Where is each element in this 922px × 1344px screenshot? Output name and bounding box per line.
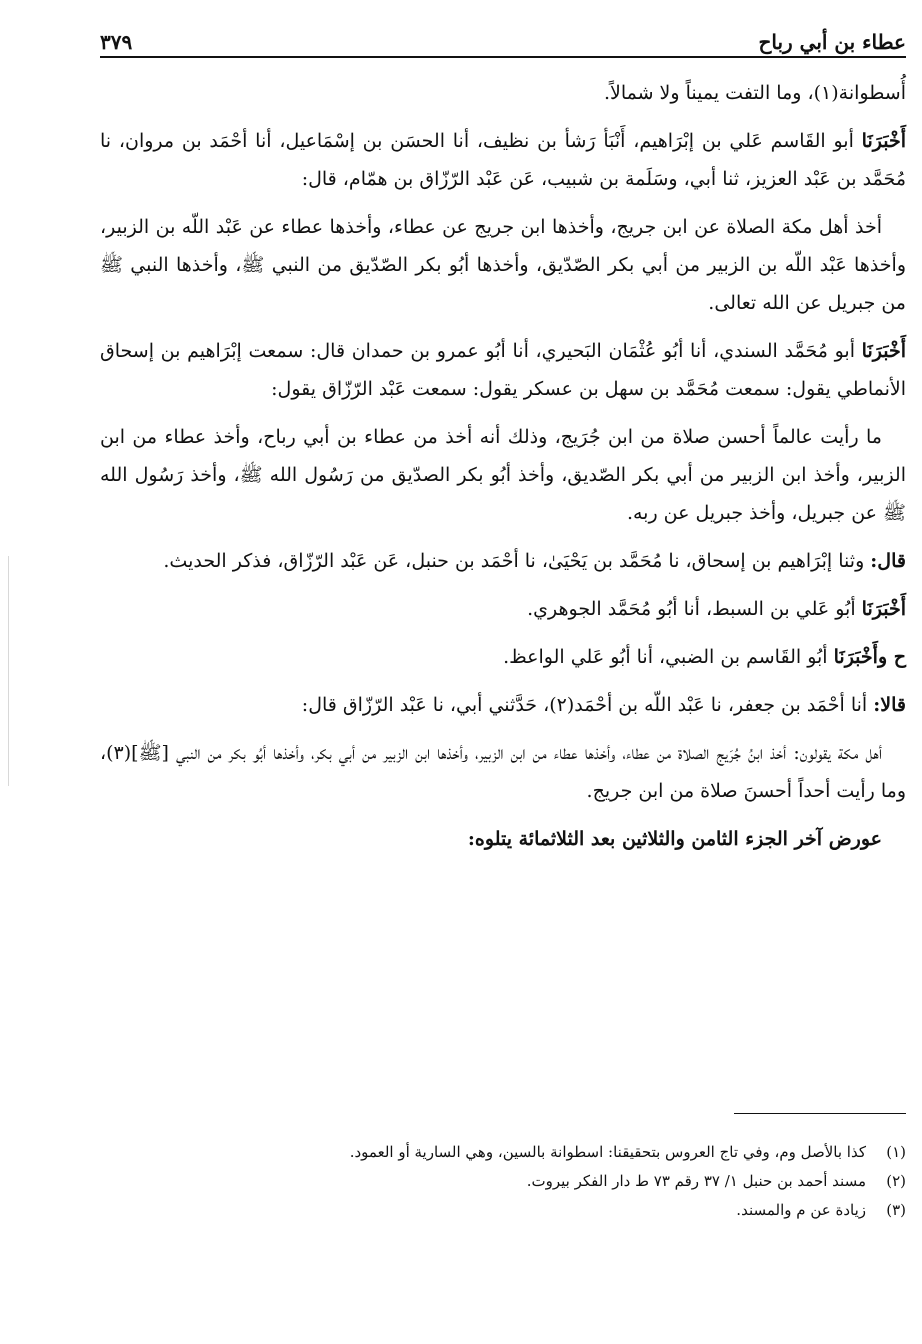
paragraph <box>100 74 906 112</box>
keyword: أَخْبَرَنَا <box>861 130 906 152</box>
paragraph <box>100 590 906 628</box>
keyword: قال: <box>870 550 906 572</box>
paragraph <box>100 122 906 198</box>
paragraph-text: أبُو عَلي بن السبط، أنا أبُو مُحَمَّد الجوهري. <box>527 598 856 620</box>
paragraph <box>100 332 906 408</box>
keyword: أَخْبَرَنَا <box>861 340 906 362</box>
running-title: عطاء بن أبي رباح <box>758 30 906 54</box>
paragraph-text: سمعت إبْرَاهيم بن إسحاق الأنماطي يقول: سمعت مُحَمَّد بن سهل بن عسكر يقول: سمعت عَبْد الرّزّاق يقول: <box>100 340 906 400</box>
paragraph <box>100 686 906 724</box>
paragraph-text: أبو مُحَمَّد السندي، أنا أبُو عُثْمَان البَحيري، أنا أبُو عمرو بن حمدان قال: <box>309 340 855 362</box>
footnote-text: كذا بالأصل وم، وفي تاج العروس بتحقيقنا: اسطوانة بالسين، وهي السارية أو العمود. <box>349 1143 866 1161</box>
footnote <box>100 1138 906 1167</box>
keyword: قالا: <box>873 694 906 716</box>
paragraph <box>100 734 906 810</box>
page-number: ٣٧٩ <box>100 30 133 54</box>
keyword: أَخْبَرَنَا <box>861 598 906 620</box>
closing-line: عورض آخر الجزء الثامن والثلاثين بعد الثلاثمائة يتلوه: <box>467 828 882 850</box>
paragraph-text: وثنا إبْرَاهيم بن إسحاق، نا مُحَمَّد بن يَحْيَىٰ، نا أحْمَد بن حنبل، عَن عَبْد الرّزّاق، فذكر الحديث. <box>163 550 865 572</box>
paragraph-text: أُسطوانة(١)، وما التفت يميناً ولا شمالاً. <box>603 82 906 104</box>
paragraph <box>100 638 906 676</box>
footnote-text: مسند أحمد بن حنبل ١/ ٣٧ رقم ٧٣ ط دار الفكر بيروت. <box>526 1172 866 1190</box>
main-text <box>100 74 906 868</box>
footnotes <box>100 1138 906 1225</box>
keyword: ح وأَخْبَرَنَا <box>833 646 906 668</box>
paragraph-text: ما رأيت عالماً أحسن صلاة من ابن جُرَيج، وذلك أنه أخذ من عطاء بن أبي رباح، وأخذ عطاء من ابن الزبير، وأخذ ابن الزبير من أبي بكر الصّديق، وأخذ أبُو بكر الصدّيق من رَسُول الله ﷺ، وأخذ رَسُول الله ﷺ عن جبريل، وأخذ جبريل عن ربه. <box>100 426 906 524</box>
footnote-number: (١) <box>886 1143 906 1161</box>
paragraph <box>100 418 906 532</box>
page-header <box>100 14 906 54</box>
paragraph-text: أبو القَاسم عَلي بن إبْرَاهيم، أَنْبَأ رَشأ بن نظيف، أنا الحسَن بن إسْمَاعيل، أنا أحْمَد بن مروان، نا مُحَمَّد بن عَبْد العزيز، ثنا أبي، وسَلَمة بن شبيب، عَن عَبْد الرّزّاق بن همّام، قال: <box>100 130 906 190</box>
scan-edge-line <box>8 556 9 786</box>
footnote <box>100 1167 906 1196</box>
paragraph-text: أخذ أهل مكة الصلاة عن ابن جريج، وأخذها ابن جريج عن عطاء، وأخذها عطاء عن عَبْد اللّه بن الزبير، وأخذها عَبْد اللّه بن الزبير من أبي بكر الصّدّيق، وأخذها أبُو بكر الصّدّيق من النبي ﷺ، وأخذها النبي ﷺ من جبريل عن الله تعالى. <box>100 216 906 314</box>
paragraph-text: أهل مكة يقولون: أخذ ابنُ جُرَيج الصلاة من عطاء، وأخذها عطاء من ابن الزبير، وأخذها ابن الزبير من أبي بكر، وأخذها أبُو بكر من النبي [ﷺ](٣)، وما رأيت أحداً أحسنَ صلاة من ابن جريج. <box>100 742 906 802</box>
paragraph-text: أنا أحْمَد بن جعفر، نا عَبْد اللّه بن أحْمَد(٢)، حَدَّثني أبي، نا عَبْد الرّزّاق قال: <box>301 694 868 716</box>
footnote-text: زيادة عن م والمسند. <box>736 1201 866 1219</box>
footnote-rule <box>734 1113 906 1114</box>
paragraph <box>100 542 906 580</box>
paragraph-text: أبُو القَاسم بن الضبي، أنا أبُو عَلي الواعظ. <box>503 646 828 668</box>
header-rule <box>100 56 906 58</box>
footnote-number: (٢) <box>886 1172 906 1190</box>
paragraph <box>100 208 906 322</box>
footnote <box>100 1196 906 1225</box>
footnote-number: (٣) <box>886 1201 906 1219</box>
